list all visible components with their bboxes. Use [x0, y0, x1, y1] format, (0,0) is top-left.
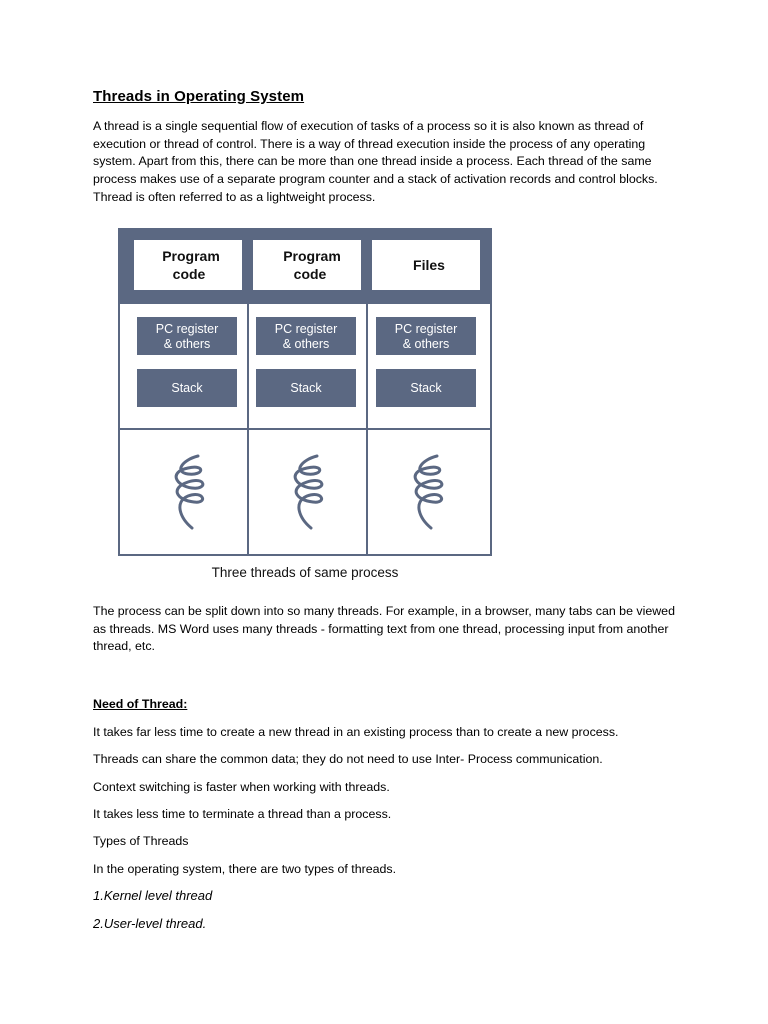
register-label: PC register [155, 322, 219, 336]
register-label: & others [163, 337, 211, 351]
need-line: Threads can share the common data; they do not need to use Inter- Process communication. [93, 752, 603, 766]
types-of-threads-label: Types of Threads [93, 834, 189, 848]
shared-box-label: Program [162, 248, 220, 264]
shared-box-label: Program [283, 248, 341, 264]
need-line: It takes far less time to create a new thread in an existing process than to create a new process. [93, 725, 619, 739]
register-label: & others [402, 337, 450, 351]
shared-box-files [372, 240, 480, 290]
thread-type-item: 1.Kernel level thread [93, 888, 213, 903]
shared-box-label: code [172, 266, 206, 282]
thread-3-stack [376, 369, 476, 407]
stack-label: Stack [171, 381, 203, 395]
thread-1-registers [137, 317, 237, 355]
register-label: & others [282, 337, 330, 351]
need-line: Context switching is faster when working with threads. [93, 780, 390, 794]
need-of-thread-heading: Need of Thread: [93, 697, 188, 711]
register-label: PC register [394, 322, 458, 336]
shared-box-program-code-1 [134, 240, 242, 290]
register-label: PC register [274, 322, 338, 336]
need-line: It takes less time to terminate a thread than a process. [93, 807, 392, 821]
thread-2-registers [256, 317, 356, 355]
threads-diagram [118, 228, 492, 580]
thread-1-stack [137, 369, 237, 407]
intro-paragraph: A thread is a single sequential flow of execution of tasks of a process so it is also known as thread of execution or thread of control. There is a way of thread execution inside the process of any operating system. Apart from this, there can be more than one thread inside a process. Each thread of the same process makes use of a separate program counter and a stack of activation records and control blocks. Thread is often referred to as a lightweight process. [93, 119, 658, 204]
thread-3-registers [376, 317, 476, 355]
figure-caption: Three threads of same process [211, 565, 399, 580]
page-title: Threads in Operating System [93, 88, 305, 105]
thread-2-stack [256, 369, 356, 407]
process-split-paragraph: The process can be split down into so many threads. For example, in a browser, many tabs can be viewed as threads. MS Word uses many threads - formatting text from one thread, processing input from another thread, etc. [93, 604, 675, 654]
shared-box-label: Files [413, 257, 445, 273]
thread-type-item: 2.User-level thread. [93, 916, 207, 931]
shared-box-label: code [293, 266, 327, 282]
types-intro-line: In the operating system, there are two types of threads. [93, 862, 397, 876]
threads-diagram-graphic [118, 228, 492, 556]
stack-label: Stack [290, 381, 322, 395]
stack-label: Stack [410, 381, 442, 395]
shared-box-program-code-2 [253, 240, 361, 290]
